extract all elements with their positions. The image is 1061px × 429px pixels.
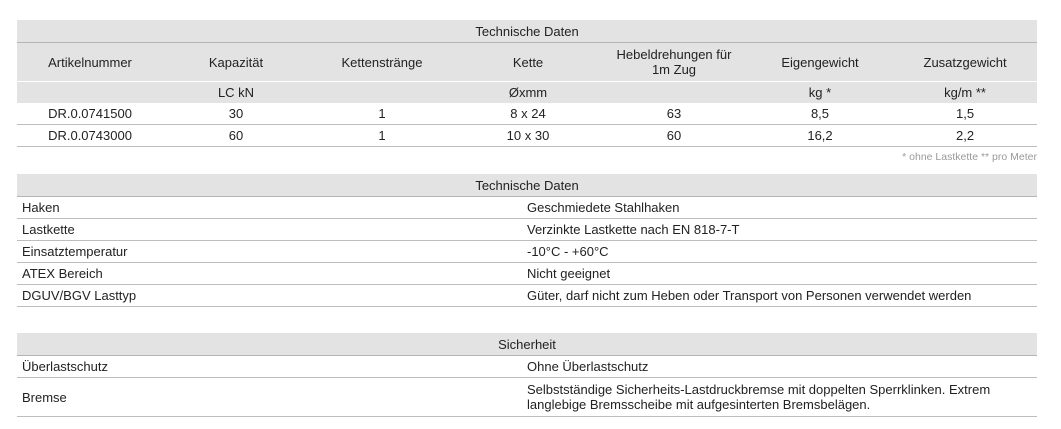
- table-title: Sicherheit: [17, 333, 1037, 356]
- unit-cell: [309, 82, 455, 104]
- spec-value: -10°C - +60°C: [527, 241, 1037, 263]
- spec-row: [17, 285, 1037, 307]
- table-cell: 16,2: [747, 125, 893, 147]
- table-cell: 30: [163, 103, 309, 125]
- spec-value: Geschmiedete Stahlhaken: [527, 197, 1037, 219]
- table-title: Technische Daten: [17, 174, 1037, 197]
- spec-value: Güter, darf nicht zum Heben oder Transport von Personen verwendet werden: [527, 285, 1037, 307]
- column-header: Artikelnummer: [17, 43, 163, 82]
- table-row: [17, 125, 1037, 147]
- footnote: * ohne Lastkette ** pro Meter: [902, 151, 1037, 163]
- table-cell: DR.0.0741500: [17, 103, 163, 125]
- table-header-row: [17, 43, 1037, 82]
- table-cell: 10 x 30: [455, 125, 601, 147]
- spec-key: ATEX Bereich: [17, 263, 527, 285]
- spec-row: [17, 197, 1037, 219]
- spec-value: Verzinkte Lastkette nach EN 818-7-T: [527, 219, 1037, 241]
- column-header: Kette: [455, 43, 601, 82]
- technical-specs-table: [17, 174, 1037, 307]
- table-row: [17, 103, 1037, 125]
- table-cell: 60: [163, 125, 309, 147]
- column-header: Eigengewicht: [747, 43, 893, 82]
- column-header: [601, 43, 747, 82]
- table-cell: 8 x 24: [455, 103, 601, 125]
- technical-data-table: [17, 20, 1037, 167]
- table-cell: 1: [309, 125, 455, 147]
- table-cell: 1,5: [893, 103, 1037, 125]
- safety-table: [17, 333, 1037, 417]
- table-title: Technische Daten: [17, 20, 1037, 43]
- spec-row: [17, 378, 1037, 417]
- column-header: Kapazität: [163, 43, 309, 82]
- table-cell: 63: [601, 103, 747, 125]
- spec-key: Überlastschutz: [17, 356, 527, 378]
- table-cell: 1: [309, 103, 455, 125]
- spec-value: Selbstständige Sicherheits-Lastdruckbremse mit doppelten Sperrklinken. Extrem langlebige Bremsscheibe mit aufgesinterten Bremsbelägen.: [527, 378, 1037, 417]
- spec-value: Nicht geeignet: [527, 263, 1037, 285]
- spec-value: Ohne Überlastschutz: [527, 356, 1037, 378]
- spec-row: [17, 219, 1037, 241]
- table-cell: 8,5: [747, 103, 893, 125]
- spec-key: Bremse: [17, 378, 527, 417]
- table-cell: DR.0.0743000: [17, 125, 163, 147]
- unit-cell: [17, 82, 163, 104]
- spec-row: [17, 263, 1037, 285]
- unit-cell: [601, 82, 747, 104]
- spec-key: DGUV/BGV Lasttyp: [17, 285, 527, 307]
- spec-key: Einsatztemperatur: [17, 241, 527, 263]
- spec-row: [17, 356, 1037, 378]
- column-header: Kettenstränge: [309, 43, 455, 82]
- unit-cell: Øxmm: [455, 82, 601, 104]
- spec-key: Lastkette: [17, 219, 527, 241]
- spec-row: [17, 241, 1037, 263]
- unit-cell: kg *: [747, 82, 893, 104]
- column-header-line: 1m Zug: [651, 62, 697, 77]
- unit-row: [17, 82, 1037, 104]
- table-cell: 2,2: [893, 125, 1037, 147]
- unit-cell: LC kN: [163, 82, 309, 104]
- column-header-line: Hebeldrehungen für: [616, 47, 732, 62]
- spec-key: Haken: [17, 197, 527, 219]
- table-cell: 60: [601, 125, 747, 147]
- unit-cell: kg/m **: [893, 82, 1037, 104]
- column-header: Zusatzgewicht: [893, 43, 1037, 82]
